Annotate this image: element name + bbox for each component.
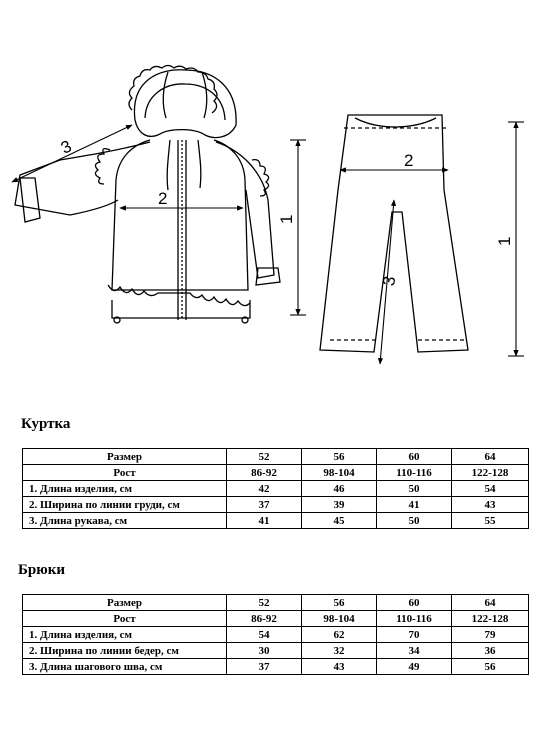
- right-sleeve: [216, 142, 274, 278]
- size-header-label: Размер: [23, 595, 227, 611]
- value-cell: 56: [452, 659, 529, 675]
- height-cell: 98-104: [302, 465, 377, 481]
- value-cell: 46: [302, 481, 377, 497]
- size-cell: 64: [452, 595, 529, 611]
- pants-drawing: [320, 115, 468, 352]
- value-cell: 43: [452, 497, 529, 513]
- pants-dim-1-label: 1: [495, 236, 514, 246]
- value-cell: 62: [302, 627, 377, 643]
- value-cell: 79: [452, 627, 529, 643]
- table-row: [23, 481, 529, 497]
- value-cell: 39: [302, 497, 377, 513]
- hem-ruffle: [108, 285, 250, 306]
- height-cell: 86-92: [227, 611, 302, 627]
- hood-ruffle: [129, 66, 217, 114]
- value-cell: 54: [227, 627, 302, 643]
- value-cell: 37: [227, 659, 302, 675]
- row-label: 3. Длина рукава, см: [23, 513, 227, 529]
- height-cell: 110-116: [377, 611, 452, 627]
- row-label: 2. Ширина по линии бедер, см: [23, 643, 227, 659]
- value-cell: 42: [227, 481, 302, 497]
- height-cell: 86-92: [227, 465, 302, 481]
- value-cell: 36: [452, 643, 529, 659]
- pants-section-title: Брюки: [18, 562, 66, 578]
- table-row: [23, 627, 529, 643]
- value-cell: 41: [227, 513, 302, 529]
- size-cell: 56: [302, 449, 377, 465]
- pants-dim-3-label: 3: [379, 274, 400, 288]
- jacket-dim-3-label: 3: [57, 136, 75, 158]
- size-header-label: Размер: [23, 449, 227, 465]
- jacket-drawing: [15, 66, 280, 324]
- jacket-section-title: Куртка: [21, 416, 71, 432]
- value-cell: 54: [452, 481, 529, 497]
- table-header-row: [23, 595, 529, 611]
- table-row: [23, 513, 529, 529]
- row-label: 3. Длина шагового шва, см: [23, 659, 227, 675]
- table-row: [23, 465, 529, 481]
- value-cell: 50: [377, 513, 452, 529]
- size-cell: 52: [227, 595, 302, 611]
- size-cell: 52: [227, 449, 302, 465]
- value-cell: 32: [302, 643, 377, 659]
- table-row: [23, 497, 529, 513]
- height-cell: 110-116: [377, 465, 452, 481]
- size-cell: 64: [452, 449, 529, 465]
- value-cell: 70: [377, 627, 452, 643]
- value-cell: 37: [227, 497, 302, 513]
- height-header-label: Рост: [23, 611, 227, 627]
- row-label: 1. Длина изделия, см: [23, 481, 227, 497]
- size-cell: 60: [377, 595, 452, 611]
- table-row: [23, 643, 529, 659]
- height-cell: 122-128: [452, 465, 529, 481]
- jacket-body: [112, 140, 248, 290]
- value-cell: 50: [377, 481, 452, 497]
- height-header-label: Рост: [23, 465, 227, 481]
- table-row: [23, 659, 529, 675]
- pants-dim-2-label: 2: [404, 151, 414, 170]
- size-cell: 56: [302, 595, 377, 611]
- value-cell: 43: [302, 659, 377, 675]
- jacket-dim-1-label: 1: [277, 214, 296, 224]
- value-cell: 41: [377, 497, 452, 513]
- table-header-row: [23, 449, 529, 465]
- pants-size-table: [22, 594, 529, 675]
- value-cell: 55: [452, 513, 529, 529]
- row-label: 1. Длина изделия, см: [23, 627, 227, 643]
- pants-outline: [320, 115, 468, 352]
- value-cell: 30: [227, 643, 302, 659]
- height-cell: 98-104: [302, 611, 377, 627]
- value-cell: 49: [377, 659, 452, 675]
- jacket-size-table: [22, 448, 529, 529]
- value-cell: 45: [302, 513, 377, 529]
- table-row: [23, 611, 529, 627]
- height-cell: 122-128: [452, 611, 529, 627]
- size-cell: 60: [377, 449, 452, 465]
- value-cell: 34: [377, 643, 452, 659]
- jacket-dim-2-label: 2: [158, 189, 168, 208]
- jacket-dimensions: [12, 125, 306, 315]
- row-label: 2. Ширина по линии груди, см: [23, 497, 227, 513]
